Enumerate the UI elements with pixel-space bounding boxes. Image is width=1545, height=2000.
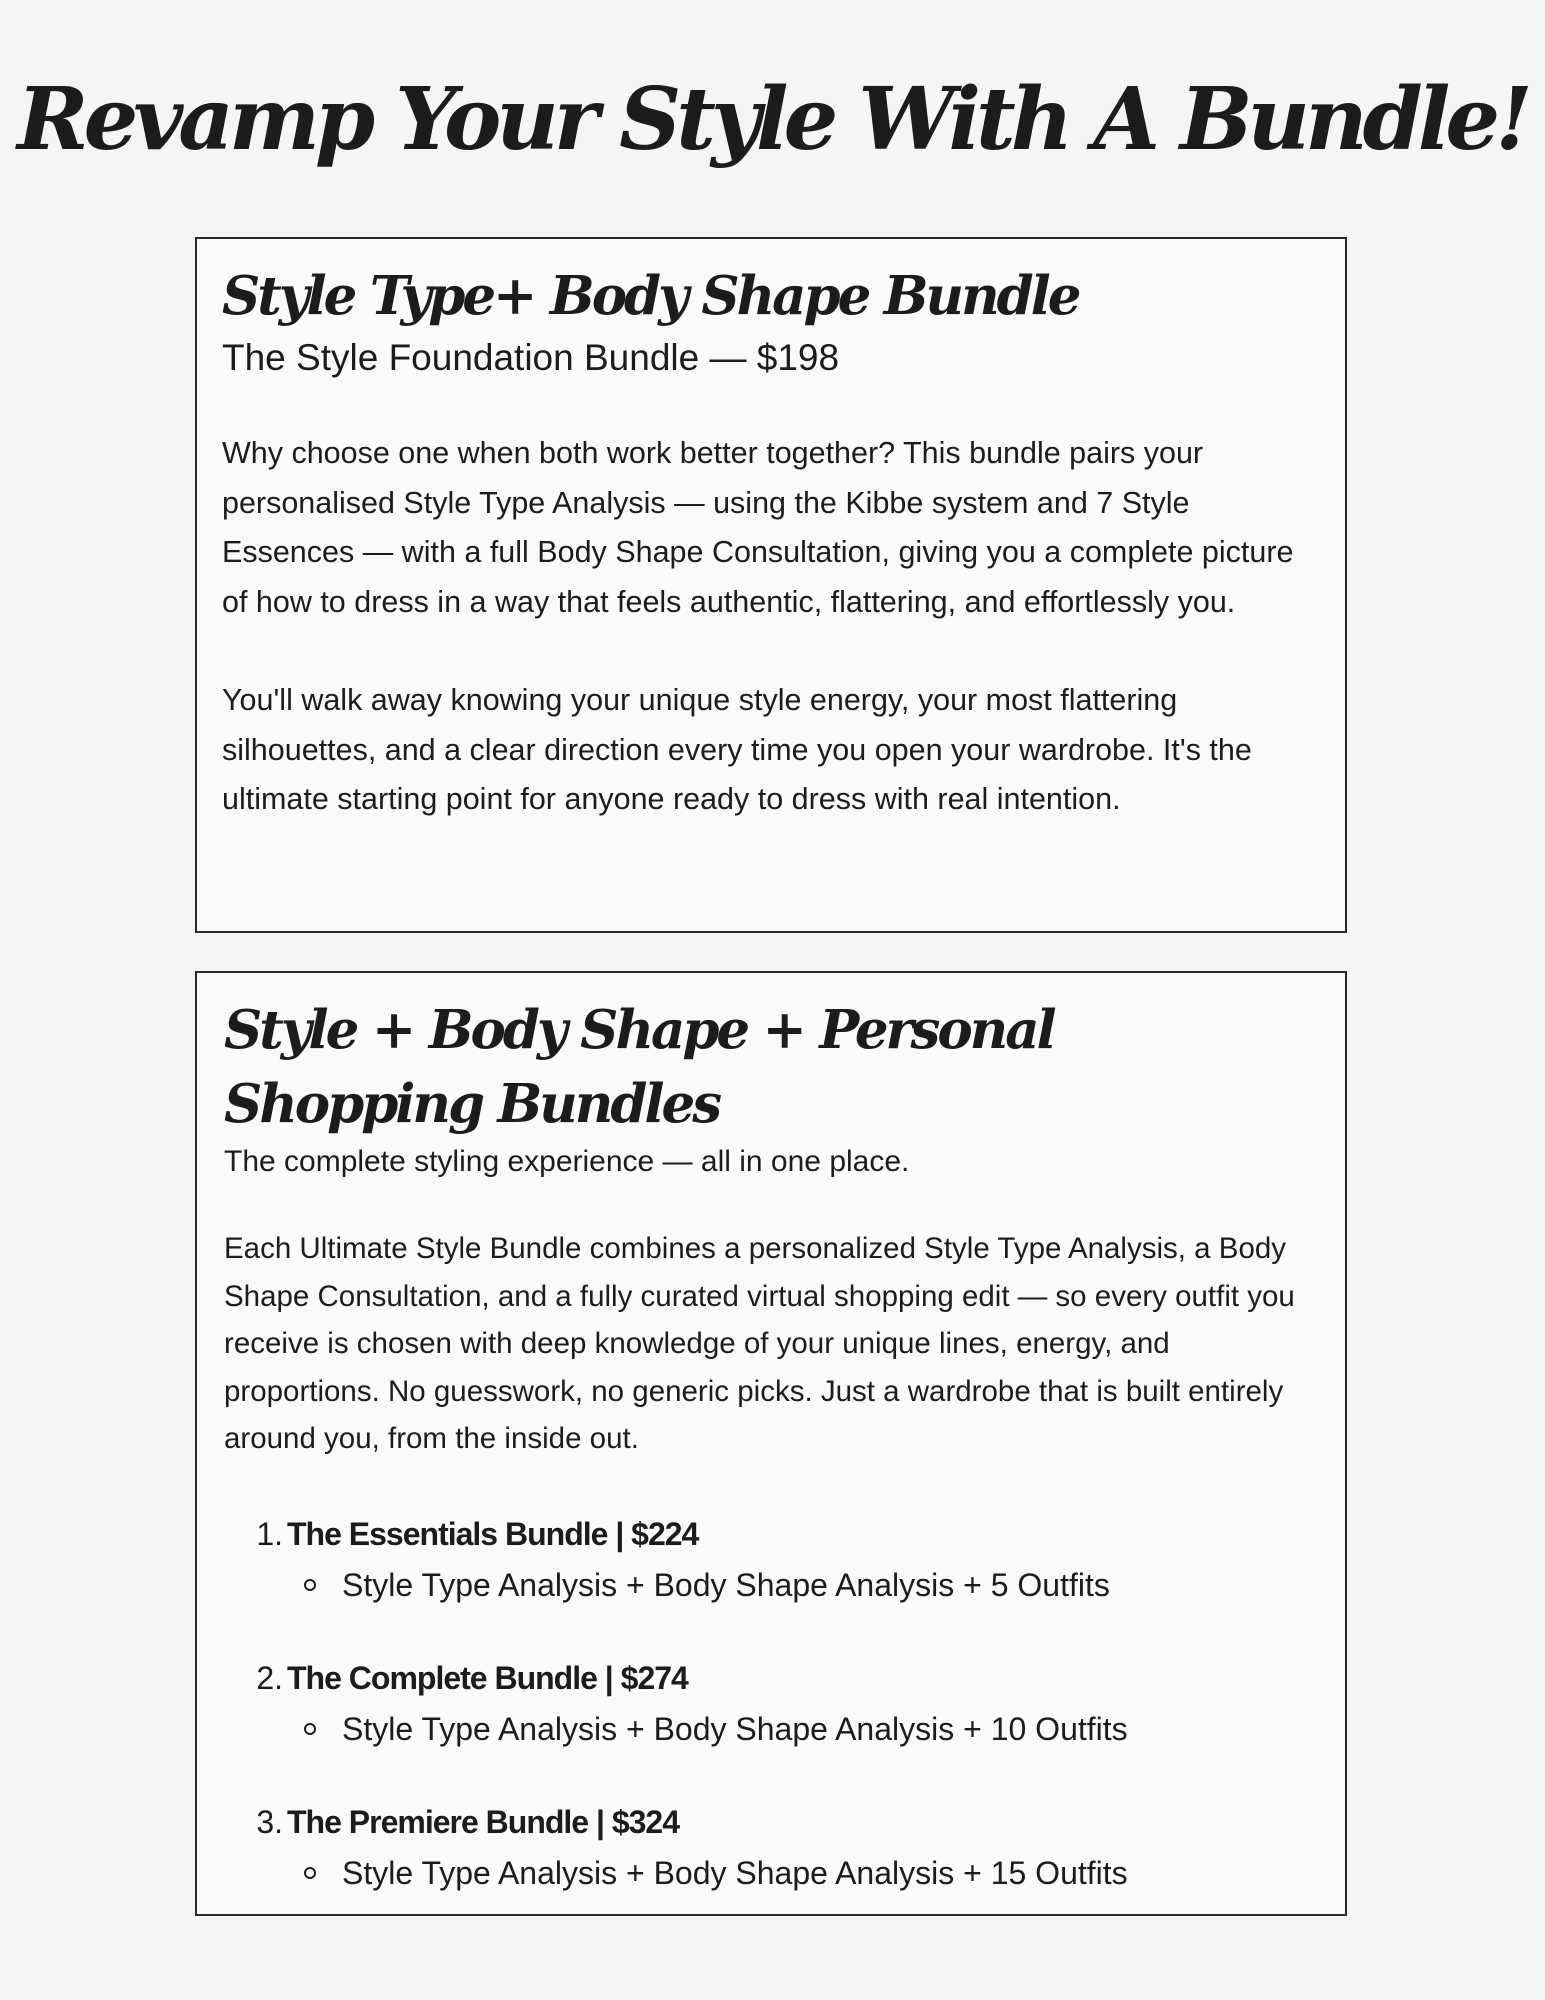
foundation-bundle-outcome: You'll walk away knowing your unique style energy, your most flattering silhouettes, and a clear direction every time you open your wardrobe. It's the ultimate starting point for anyone ready to dress with real intention. [222, 683, 1252, 816]
bundle-detail: Style Type Analysis + Body Shape Analysis + 5 Outfits [342, 1566, 1110, 1603]
bundle-name: The Complete Bundle | $274 [287, 1659, 688, 1696]
circle-bullet-icon [304, 1723, 316, 1735]
bundle-detail: Style Type Analysis + Body Shape Analysis + 15 Outfits [342, 1854, 1128, 1891]
shopping-bundles-card [195, 971, 1347, 1916]
shopping-bundles-tagline: The complete styling experience — all in one place. [224, 1145, 910, 1178]
bundle-name: The Premiere Bundle | $324 [287, 1803, 680, 1840]
bundle-item-complete [224, 1653, 1325, 1755]
bundle-item-premiere [224, 1797, 1325, 1899]
shopping-bundles-heading: Style + Body Shape + Personal Shopping Bundles [224, 999, 1054, 1135]
circle-bullet-icon [304, 1867, 316, 1879]
bundle-number: 2. [256, 1659, 283, 1696]
bundle-name: The Essentials Bundle | $224 [287, 1515, 699, 1552]
bundle-number: 1. [256, 1515, 283, 1552]
bundle-item-essentials [224, 1509, 1325, 1611]
shopping-bundles-description: Each Ultimate Style Bundle combines a personalized Style Type Analysis, a Body Shape Consultation, and a fully curated virtual shopping edit — so every outfit you receive is chosen with deep knowledge of your unique lines, energy, and proportions. No guesswork, no generic picks. Just a wardrobe that is built entirely around you, from the inside out. [224, 1232, 1295, 1455]
bundle-number: 3. [256, 1803, 283, 1840]
bundle-detail: Style Type Analysis + Body Shape Analysis + 10 Outfits [342, 1710, 1128, 1747]
circle-bullet-icon [304, 1579, 316, 1591]
foundation-bundle-description: Why choose one when both work better together? This bundle pairs your personalised Style Type Analysis — using the Kibbe system and 7 Style Essences — with a full Body Shape Consultation, giving you a complete picture of how to dress in a way that feels authentic, flattering, and effortlessly you. [222, 436, 1294, 619]
foundation-bundle-card [195, 237, 1347, 933]
page-title: Revamp Your Style With A Bundle! [17, 69, 1528, 170]
bundle-list [224, 1509, 1325, 1899]
foundation-bundle-heading: Style Type+ Body Shape Bundle [222, 265, 1079, 327]
foundation-bundle-price: The Style Foundation Bundle — $198 [222, 337, 840, 378]
